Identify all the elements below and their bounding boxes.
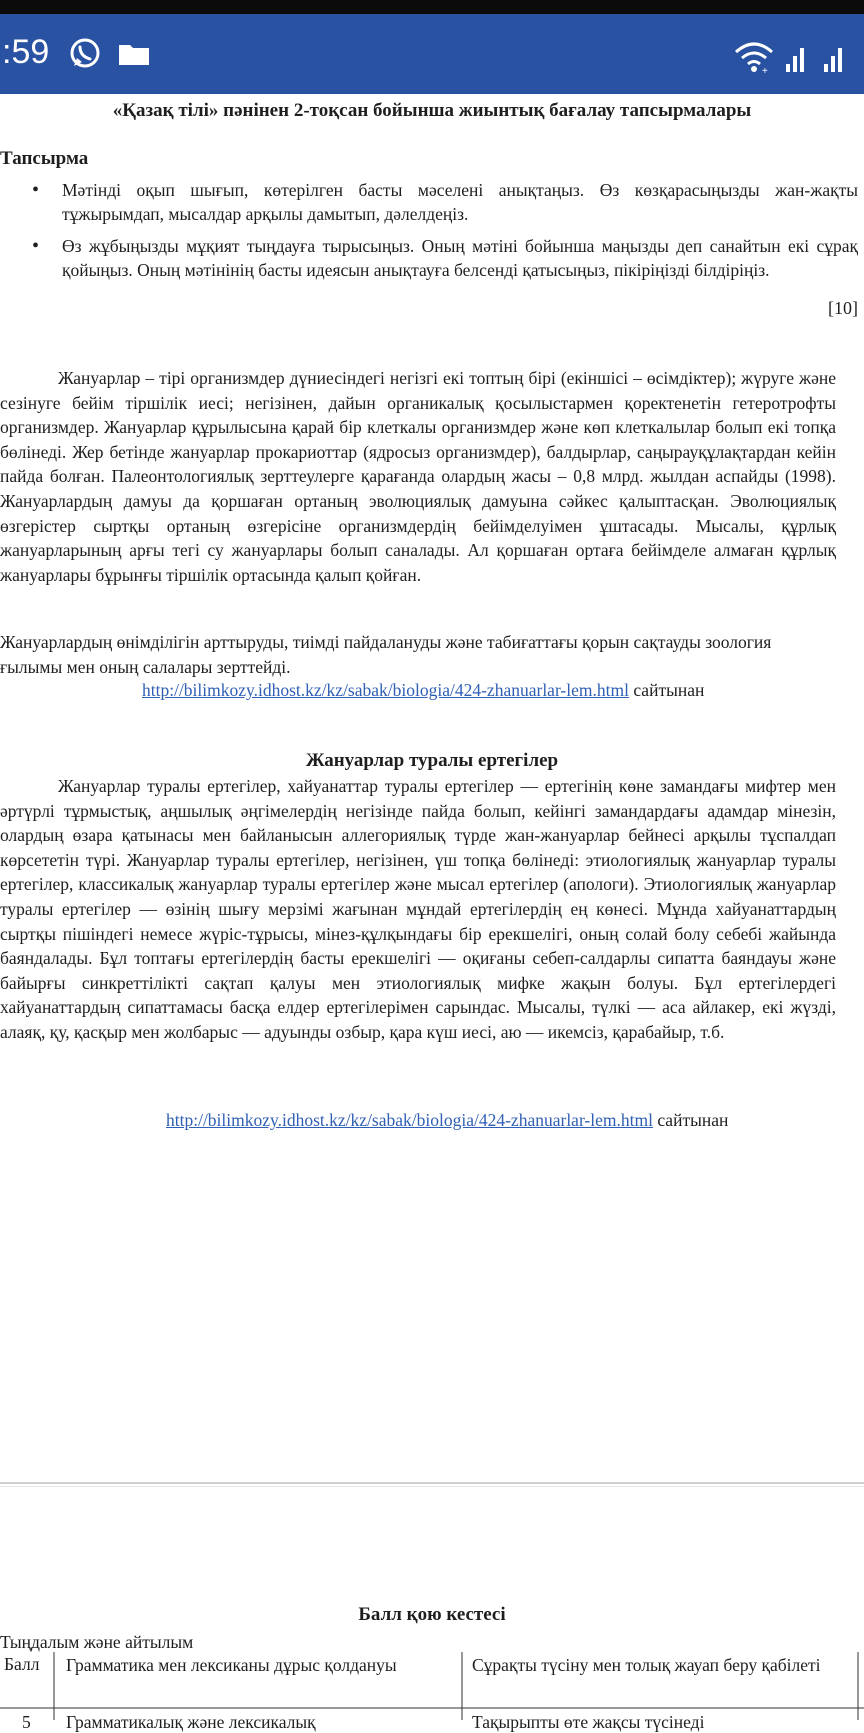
document-title: «Қазақ тілі» пәнінен 2-тоқсан бойынша жиынтық бағалау тапсырмалары: [112, 100, 752, 121]
task-item: • Өз жұбыңызды мұқият тыңдауға тырысыңыз. Оның мәтіні бойынша маңызды деп санайтын екі сұрақ қойыңыз. Оның мәтінінің басты идеясын анықтауға белсенді қатысыңыз, пікіріңізді білдіріңіз.: [28, 234, 858, 282]
table-cell: Грамматикалық және лексикалық: [66, 1712, 316, 1732]
table-header-cell: Балл: [4, 1654, 40, 1674]
signal-icon: [786, 48, 804, 72]
status-time: :59: [2, 33, 50, 71]
table-cell: 5: [22, 1712, 31, 1732]
score-label: [10]: [828, 298, 858, 318]
page-divider-shadow: [0, 1486, 864, 1487]
page-divider: [0, 1482, 864, 1484]
signal-icons: [732, 36, 856, 76]
whatsapp-icon: [68, 36, 102, 70]
source-suffix-2: сайтынан: [652, 1110, 729, 1130]
source-line-2: [166, 1110, 728, 1131]
scoring-subtitle: Тыңдалым және айтылым: [0, 1632, 194, 1652]
top-strip: [0, 0, 864, 14]
table-cell: Тақырыпты өте жақсы түсінеді: [472, 1712, 705, 1732]
source-suffix-1: сайтынан: [628, 680, 705, 700]
svg-text:+: +: [762, 66, 768, 76]
table-header-cell: Сұрақты түсіну мен толық жауап беру қабілеті: [472, 1655, 821, 1675]
source-line-1: [142, 680, 704, 701]
source-link-1[interactable]: http://bilimkozy.idhost.kz/kz/sabak/biologia/424-zhanuarlar-lem.html: [142, 680, 629, 700]
folder-icon: [118, 42, 150, 66]
signal-icon: [824, 48, 842, 72]
task-item: • Мәтінді оқып шығып, көтерілген басты мәселені анықтаңыз. Өз көзқарасыңызды жан-жақты тұжырымдап, мысалдар арқылы дамытып, дәлелдеңіз.: [28, 178, 858, 226]
source-link-2[interactable]: http://bilimkozy.idhost.kz/kz/sabak/biologia/424-zhanuarlar-lem.html: [166, 1110, 653, 1130]
text1-paragraph: Жануарлар – тірі организмдер дүниесіндегі негізгі екі топтың бірі (екіншісі – өсімдіктер); жүруге және сезінуге бейім тіршілік иесі; негізінен, дайын органикалық қосылыстармен қоректенетін гетеротрофты организмдер. Жануарлар құрылысына қарай бір клеткалы организмдер және көп клеткалылар болып екі топқа бөлінеді. Жер бетінде жануарлар прокариоттар (ядросыз организмдер), балдырлар, саңырауқұлақтардан кейін пайда болған. Палеонтологиялық зерттеулерге қарағанда олардың жасы – 0,8 млрд. жылдан аспайды (1998). Жануарлардың дамуы да қоршаған ортаның эволюциялық дамуына сәйкес қалыптасқан. Эволюциялық өзгерістер сыртқы ортаның өзгерісіне организмдердің бейімделуімен ұштасады. Мысалы, құрлық жануарларының арғы тегі су жануарлары болып саналады. Ал қоршаған ортаға бейімделе алмаған құрлық жануарлары бұрынғы тіршілік ортасында қалып қойған.: [0, 368, 836, 585]
text2-paragraph: Жануарлар туралы ертегілер, хайуанаттар туралы ертегілер — ертегінің көне замандағы мифтер мен әртүрлі тұрмыстық, аңшылық әңгімелердің негізінде пайда болып, кейінгі замандардағы адамдар мінезін, олардың өзара қатынасы мен байланысын аллегориялық түрде жан-жануарлар бейнесі арқылы тұспалдап көрсететін түрі. Жануарлар туралы ертегілер, негізінен, үш топқа бөлінеді: этиологиялық жануарлар туралы ертегілер, классикалық жануарлар туралы ертегілер және мысал ертегілер (апологи). Этиологиялық жануарлар туралы ертегілер — өзінің шығу мерзімі жағынан мұндай ертегілердің ең көнесі. Мұнда хайуанаттардың сыртқы пішіндегі немесе жүріс-тұрысы, мінез-құлқындағы бір ерекшелігі, оның солай болу себебі жайында баяндалады. Бұл топтағы ертегілердің басты ерекшелігі — оқиғаны себеп-салдарлы сипатта баяндауы және байырғы синкреттілікті сақтап қалуы мен этиологиялық мифке жақын болуы. Бұл ертегілердегі хайуанаттардың сипаттамасы басқа елдер ертегілерімен сарындас. Мысалы, түлкі — аса айлакер, екі жүзді, алаяқ, қу, қасқыр мен жолбарыс — адуынды озбыр, қара күш иесі, аю — икемсіз, қарабайыр, т.б.: [0, 776, 836, 1042]
table-header-cell: Грамматика мен лексиканы дұрыс қолдануы: [66, 1655, 397, 1675]
task-heading: Тапсырма: [0, 148, 89, 169]
text1-extra: Жануарлардың өнімділігін арттыруды, тиімді пайдалануды және табиғаттағы қорын сақтауды зоология ғылымы мен оның салалары зерттейді.: [0, 632, 772, 677]
task-list: [28, 178, 858, 290]
status-bar: [0, 14, 864, 94]
scoring-title: Балл қою кестесі: [358, 1604, 506, 1625]
wifi-icon: [736, 44, 772, 76]
text2-title: Жануарлар туралы ертегілер: [305, 750, 559, 771]
